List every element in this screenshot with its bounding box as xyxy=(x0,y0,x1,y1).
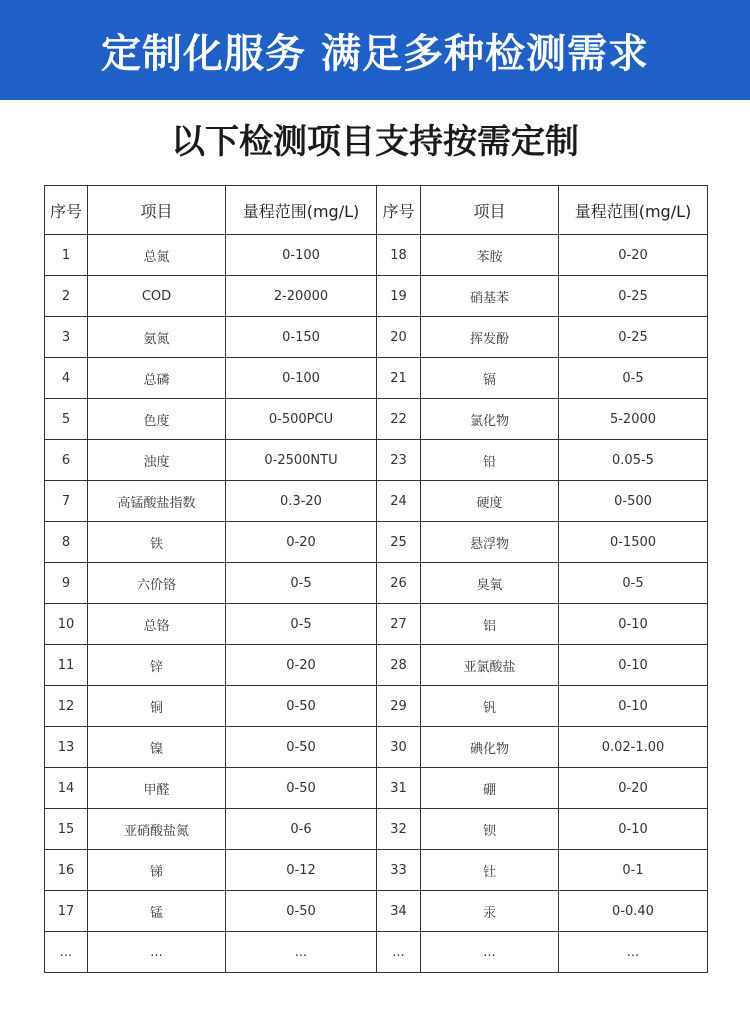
cell-serial-left: 5 xyxy=(45,399,88,440)
table-row xyxy=(45,932,708,973)
cell-serial-left: 15 xyxy=(45,809,88,850)
cell-serial-right: 30 xyxy=(377,727,421,768)
table-row xyxy=(45,809,708,850)
cell-range-left: 0-100 xyxy=(226,358,377,399)
cell-range-left: 0-50 xyxy=(226,891,377,932)
cell-item-left: 铜 xyxy=(88,686,226,727)
cell-item-left: COD xyxy=(88,276,226,317)
cell-item-right: 悬浮物 xyxy=(421,522,559,563)
cell-item-right: 钡 xyxy=(421,809,559,850)
cell-serial-right: 23 xyxy=(377,440,421,481)
cell-item-right: 氯化物 xyxy=(421,399,559,440)
cell-serial-left: 1 xyxy=(45,235,88,276)
cell-range-left: 0-150 xyxy=(226,317,377,358)
cell-serial-right: 31 xyxy=(377,768,421,809)
table-row xyxy=(45,686,708,727)
cell-item-left: 锌 xyxy=(88,645,226,686)
table-row xyxy=(45,399,708,440)
cell-item-right: 苯胺 xyxy=(421,235,559,276)
cell-range-left: 0-500PCU xyxy=(226,399,377,440)
cell-serial-left: 3 xyxy=(45,317,88,358)
cell-range-left: 0-20 xyxy=(226,645,377,686)
cell-serial-right: 21 xyxy=(377,358,421,399)
cell-serial-left: 6 xyxy=(45,440,88,481)
cell-item-left: 锰 xyxy=(88,891,226,932)
table-row xyxy=(45,891,708,932)
table-row xyxy=(45,522,708,563)
cell-item-right: 铝 xyxy=(421,604,559,645)
header-serial-left: 序号 xyxy=(45,186,88,235)
cell-range-left: 0-50 xyxy=(226,686,377,727)
cell-serial-right: 34 xyxy=(377,891,421,932)
cell-item-left: 甲醛 xyxy=(88,768,226,809)
cell-serial-right: 24 xyxy=(377,481,421,522)
cell-range-left: 0-6 xyxy=(226,809,377,850)
header-serial-right: 序号 xyxy=(377,186,421,235)
cell-item-right: 臭氧 xyxy=(421,563,559,604)
cell-serial-left: 11 xyxy=(45,645,88,686)
table-row xyxy=(45,563,708,604)
cell-range-left: 0-50 xyxy=(226,768,377,809)
cell-item-right: 亚氯酸盐 xyxy=(421,645,559,686)
cell-serial-left: 17 xyxy=(45,891,88,932)
table-row xyxy=(45,317,708,358)
table-row xyxy=(45,481,708,522)
cell-range-right: 0.02-1.00 xyxy=(559,727,708,768)
cell-item-right: 镉 xyxy=(421,358,559,399)
cell-range-left: 0-5 xyxy=(226,604,377,645)
table-row xyxy=(45,645,708,686)
cell-serial-right: 18 xyxy=(377,235,421,276)
cell-item-left: 总氮 xyxy=(88,235,226,276)
cell-range-right: 0-20 xyxy=(559,768,708,809)
cell-serial-left: ... xyxy=(45,932,88,973)
cell-range-right: 0.05-5 xyxy=(559,440,708,481)
cell-range-right: 0-5 xyxy=(559,358,708,399)
table-row xyxy=(45,235,708,276)
cell-item-left: 六价铬 xyxy=(88,563,226,604)
cell-serial-right: 25 xyxy=(377,522,421,563)
cell-item-right: 钍 xyxy=(421,850,559,891)
header-item-right: 项目 xyxy=(421,186,559,235)
cell-range-right: 0-25 xyxy=(559,317,708,358)
cell-serial-right: 28 xyxy=(377,645,421,686)
cell-range-right: 0-10 xyxy=(559,645,708,686)
cell-item-right: 钒 xyxy=(421,686,559,727)
cell-range-right: 0-0.40 xyxy=(559,891,708,932)
cell-item-left: 铁 xyxy=(88,522,226,563)
cell-range-left: 0-50 xyxy=(226,727,377,768)
header-range-left: 量程范围(mg/L) xyxy=(226,186,377,235)
cell-range-left: 0-2500NTU xyxy=(226,440,377,481)
cell-item-right: ... xyxy=(421,932,559,973)
cell-serial-left: 9 xyxy=(45,563,88,604)
cell-range-right: 0-500 xyxy=(559,481,708,522)
cell-item-right: 碘化物 xyxy=(421,727,559,768)
cell-serial-right: 26 xyxy=(377,563,421,604)
cell-serial-right: 19 xyxy=(377,276,421,317)
cell-item-left: 锑 xyxy=(88,850,226,891)
cell-range-right: 5-2000 xyxy=(559,399,708,440)
table-row xyxy=(45,727,708,768)
cell-serial-right: ... xyxy=(377,932,421,973)
cell-range-left: 0.3-20 xyxy=(226,481,377,522)
cell-item-left: 高锰酸盐指数 xyxy=(88,481,226,522)
section-title: 以下检测项目支持按需定制 xyxy=(171,122,579,162)
cell-range-left: 0-100 xyxy=(226,235,377,276)
table-body xyxy=(45,235,708,973)
cell-item-left: 氨氮 xyxy=(88,317,226,358)
table-row xyxy=(45,276,708,317)
cell-range-left: 0-5 xyxy=(226,563,377,604)
cell-item-right: 硬度 xyxy=(421,481,559,522)
cell-serial-left: 8 xyxy=(45,522,88,563)
cell-range-right: 0-20 xyxy=(559,235,708,276)
banner-title: 定制化服务 满足多种检测需求 xyxy=(101,30,649,77)
table-header-row xyxy=(45,186,708,235)
cell-serial-left: 16 xyxy=(45,850,88,891)
table-row xyxy=(45,768,708,809)
header-range-right: 量程范围(mg/L) xyxy=(559,186,708,235)
cell-item-left: 亚硝酸盐氮 xyxy=(88,809,226,850)
cell-serial-left: 12 xyxy=(45,686,88,727)
cell-item-left: 色度 xyxy=(88,399,226,440)
table-row xyxy=(45,440,708,481)
cell-range-left: ... xyxy=(226,932,377,973)
cell-serial-left: 13 xyxy=(45,727,88,768)
cell-range-right: 0-25 xyxy=(559,276,708,317)
table-row xyxy=(45,604,708,645)
cell-range-right: 0-1 xyxy=(559,850,708,891)
cell-serial-right: 27 xyxy=(377,604,421,645)
cell-serial-left: 4 xyxy=(45,358,88,399)
cell-serial-left: 14 xyxy=(45,768,88,809)
cell-item-left: 浊度 xyxy=(88,440,226,481)
cell-range-right: 0-10 xyxy=(559,604,708,645)
cell-range-left: 2-20000 xyxy=(226,276,377,317)
cell-item-left: 总铬 xyxy=(88,604,226,645)
cell-item-right: 硝基苯 xyxy=(421,276,559,317)
cell-serial-left: 10 xyxy=(45,604,88,645)
cell-range-right: ... xyxy=(559,932,708,973)
cell-item-right: 汞 xyxy=(421,891,559,932)
cell-serial-left: 7 xyxy=(45,481,88,522)
cell-serial-right: 20 xyxy=(377,317,421,358)
cell-range-right: 0-1500 xyxy=(559,522,708,563)
cell-serial-right: 33 xyxy=(377,850,421,891)
cell-serial-right: 32 xyxy=(377,809,421,850)
cell-range-left: 0-20 xyxy=(226,522,377,563)
cell-serial-right: 22 xyxy=(377,399,421,440)
cell-range-right: 0-10 xyxy=(559,809,708,850)
detection-items-table xyxy=(44,185,708,973)
table-row xyxy=(45,358,708,399)
header-item-left: 项目 xyxy=(88,186,226,235)
cell-range-right: 0-10 xyxy=(559,686,708,727)
cell-item-left: 总磷 xyxy=(88,358,226,399)
cell-range-left: 0-12 xyxy=(226,850,377,891)
cell-serial-right: 29 xyxy=(377,686,421,727)
cell-item-left: 镍 xyxy=(88,727,226,768)
cell-item-left: ... xyxy=(88,932,226,973)
table-row xyxy=(45,850,708,891)
header-banner xyxy=(0,0,750,100)
cell-item-right: 硼 xyxy=(421,768,559,809)
cell-item-right: 挥发酚 xyxy=(421,317,559,358)
cell-range-right: 0-5 xyxy=(559,563,708,604)
cell-serial-left: 2 xyxy=(45,276,88,317)
cell-item-right: 铅 xyxy=(421,440,559,481)
